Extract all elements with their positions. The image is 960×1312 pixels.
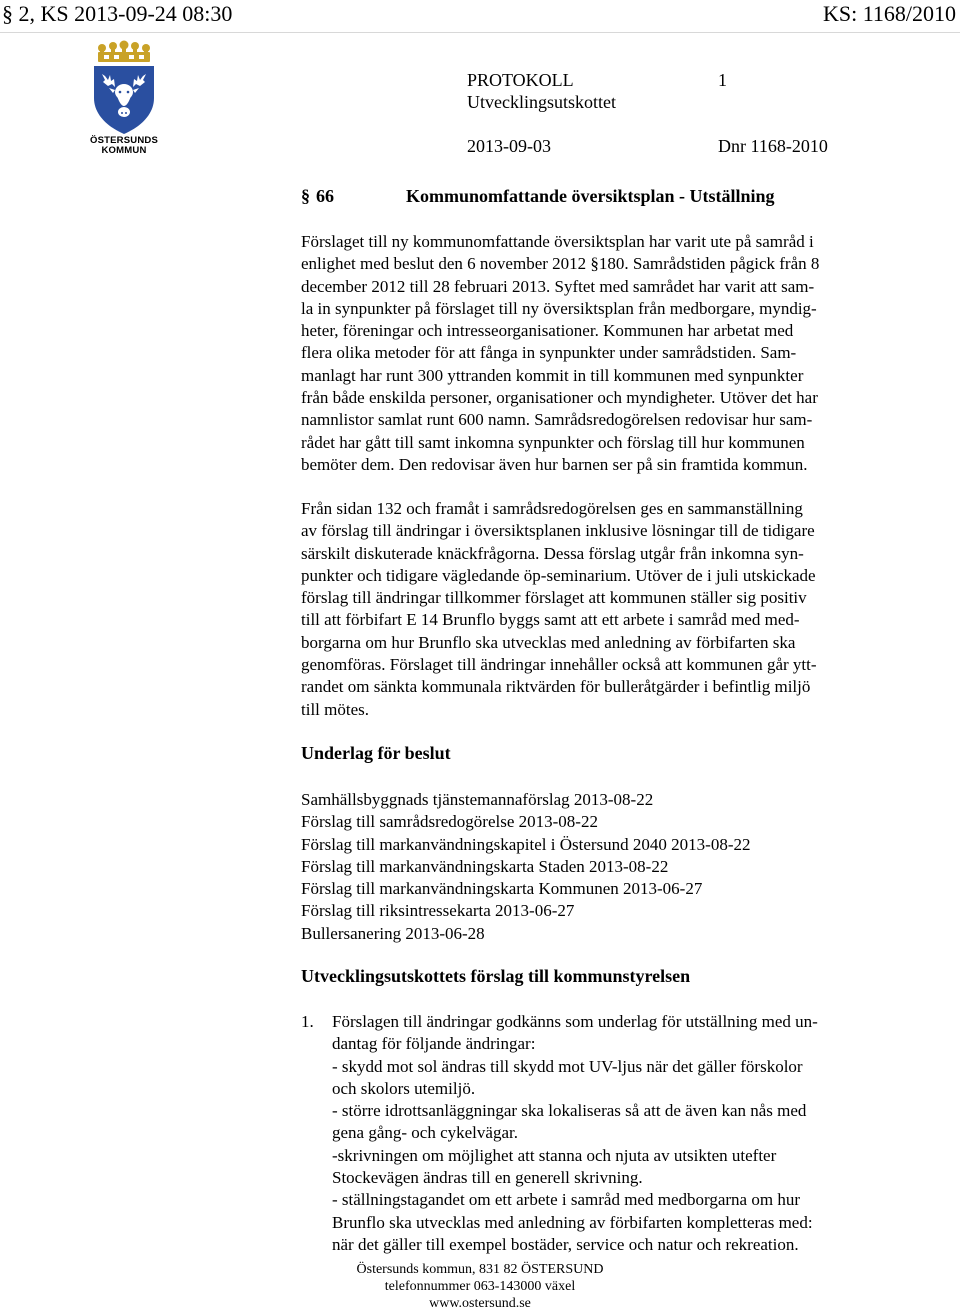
logo-text: ÖSTERSUNDS KOMMUN (90, 135, 158, 156)
proposal-heading: Utvecklingsutskottets förslag till kommunstyrelsen (301, 966, 691, 986)
proposal-line: dantag för följande ändringar: (332, 1034, 536, 1054)
footer-phone: telefonnummer 063-143000 växel (384, 1279, 576, 1294)
proposal-line: Brunflo ska utvecklas med anledning av förbifarten kompletteras med: (332, 1212, 813, 1232)
page-footer (0, 1261, 960, 1312)
paragraph-line: bemöter dem. Den redovisar även hur barnen ser på sin framtida kommun. (301, 454, 808, 474)
basis-for-decision-heading: Underlag för beslut (301, 743, 451, 763)
proposal-line: och skolors utemiljö. (332, 1078, 476, 1098)
proposal-line: - skydd mot sol ändras till skydd mot UV-ljus när det gäller förskolor (332, 1056, 803, 1076)
section-symbol: § (301, 186, 310, 206)
page-number: 1 (718, 70, 727, 90)
paragraph-line: flera olika metoder för att fånga in synpunkter under samrådstiden. Sam- (301, 343, 797, 363)
paragraph-2 (301, 498, 893, 721)
list-item: Bullersanering 2013-06-28 (301, 923, 485, 943)
proposal-line: -skrivningen om möjlighet att stanna och njuta av utsikten utefter (332, 1145, 777, 1165)
basis-document-list (301, 789, 751, 945)
proposal-number: 1. (301, 1012, 314, 1031)
meeting-reference: § 2, KS 2013-09-24 08:30 (2, 1, 233, 26)
section-number: 66 (316, 186, 334, 206)
proposal-line: - ställningstagandet om ett arbete i samråd med medborgarna om hur (332, 1190, 800, 1210)
proposal-body (332, 1011, 893, 1256)
section-title: Kommunomfattande översiktsplan - Utställning (406, 186, 775, 206)
municipality-logo (88, 40, 160, 156)
list-item: Förslag till markanvändningskarta Staden 2013-08-22 (301, 856, 669, 876)
paragraph-line: manlagt har runt 300 yttranden kommit in till kommunen med synpunkter (301, 365, 804, 385)
diary-number: Dnr 1168-2010 (718, 136, 828, 156)
paragraph-line: Från sidan 132 och framåt i samrådsredogörelsen ges en sammanställning (301, 499, 803, 518)
coat-of-arms-icon (88, 40, 160, 136)
paragraph-line: Förslaget till ny kommunomfattande översiktsplan har varit ute på samråd i (301, 232, 814, 251)
paragraph-line: rådet har gått till samt inkomna synpunkter och förslag till hur kommunen (301, 432, 805, 452)
meeting-date: 2013-09-03 (467, 136, 551, 156)
paragraph-line: till att förbifart E 14 Brunflo byggs samt att ett arbete i samråd med med- (301, 610, 800, 630)
paragraph-line: av förslag till ändringar i översiktsplanen inklusive lösningar till de tidigare (301, 521, 815, 541)
paragraph-line: heter, föreningar och intresseorganisationer. Kommunen har arbetat med (301, 321, 794, 341)
paragraph-1 (301, 231, 893, 476)
footer-address: Östersunds kommun, 831 82 ÖSTERSUND (356, 1262, 604, 1277)
paragraph-line: borgarna om hur Brunflo ska utvecklas med anledning av förbifarten ska (301, 632, 796, 652)
paragraph-line: genomföras. Förslaget till ändringar innehåller också att kommunen går ytt- (301, 655, 817, 675)
paragraph-line: från både enskilda personer, organisationer och myndigheter. Utöver det har (301, 388, 818, 408)
list-item: Förslag till markanvändningskapitel i Östersund 2040 2013-08-22 (301, 834, 751, 854)
committee-name: Utvecklingsutskottet (467, 92, 616, 112)
paragraph-line: la in synpunkter på förslaget till ny översiktsplan från medborgare, myndig- (301, 298, 817, 318)
proposal-line: gena gång- och cykelvägar. (332, 1123, 518, 1143)
proposal-line: Förslagen till ändringar godkänns som underlag för utställning med un- (332, 1012, 818, 1031)
proposal-line: när det gäller till exempel bostäder, service och natur och rekreation. (332, 1234, 799, 1254)
proposal-item (301, 1011, 893, 1256)
paragraph-line: december 2012 till 28 februari 2013. Syftet med samrådet har varit att sam- (301, 276, 815, 296)
list-item: Förslag till riksintressekarta 2013-06-27 (301, 901, 575, 921)
paragraph-line: namnlistor samlat runt 600 namn. Samrådsredogörelsen redovisar hur sam- (301, 410, 813, 430)
paragraph-line: randet om sänkta kommunala riktvärden för bulleråtgärder i befintlig miljö (301, 677, 811, 697)
document-type: PROTOKOLL (467, 70, 574, 90)
paragraph-line: till mötes. (301, 699, 369, 719)
paragraph-line: förslag till ändringar tillkommer förslaget att kommunen ställer sig positiv (301, 588, 807, 608)
proposal-line: Stockevägen ändras till en generell skrivning. (332, 1168, 643, 1188)
list-item: Förslag till markanvändningskarta Kommunen 2013-06-27 (301, 879, 703, 899)
paragraph-line: särskilt diskuterade knäckfrågorna. Dessa förslag utgår från inkomna syn- (301, 543, 804, 563)
list-item: Förslag till samrådsredogörelse 2013-08-22 (301, 812, 598, 832)
list-item: Samhällsbyggnads tjänstemannaförslag 2013-08-22 (301, 790, 654, 809)
footer-website-link[interactable]: www.ostersund.se (429, 1296, 531, 1311)
top-bar (0, 0, 960, 33)
case-number: KS: 1168/2010 (822, 1, 956, 26)
proposal-line: - större idrottsanläggningar ska lokaliseras så att de även kan nås med (332, 1101, 807, 1121)
paragraph-line: enlighet med beslut den 6 november 2012 §180. Samrådstiden pågick från 8 (301, 254, 820, 274)
paragraph-line: punkter och tidigare vägledande öp-seminarium. Utöver de i juli utskickade (301, 565, 816, 585)
